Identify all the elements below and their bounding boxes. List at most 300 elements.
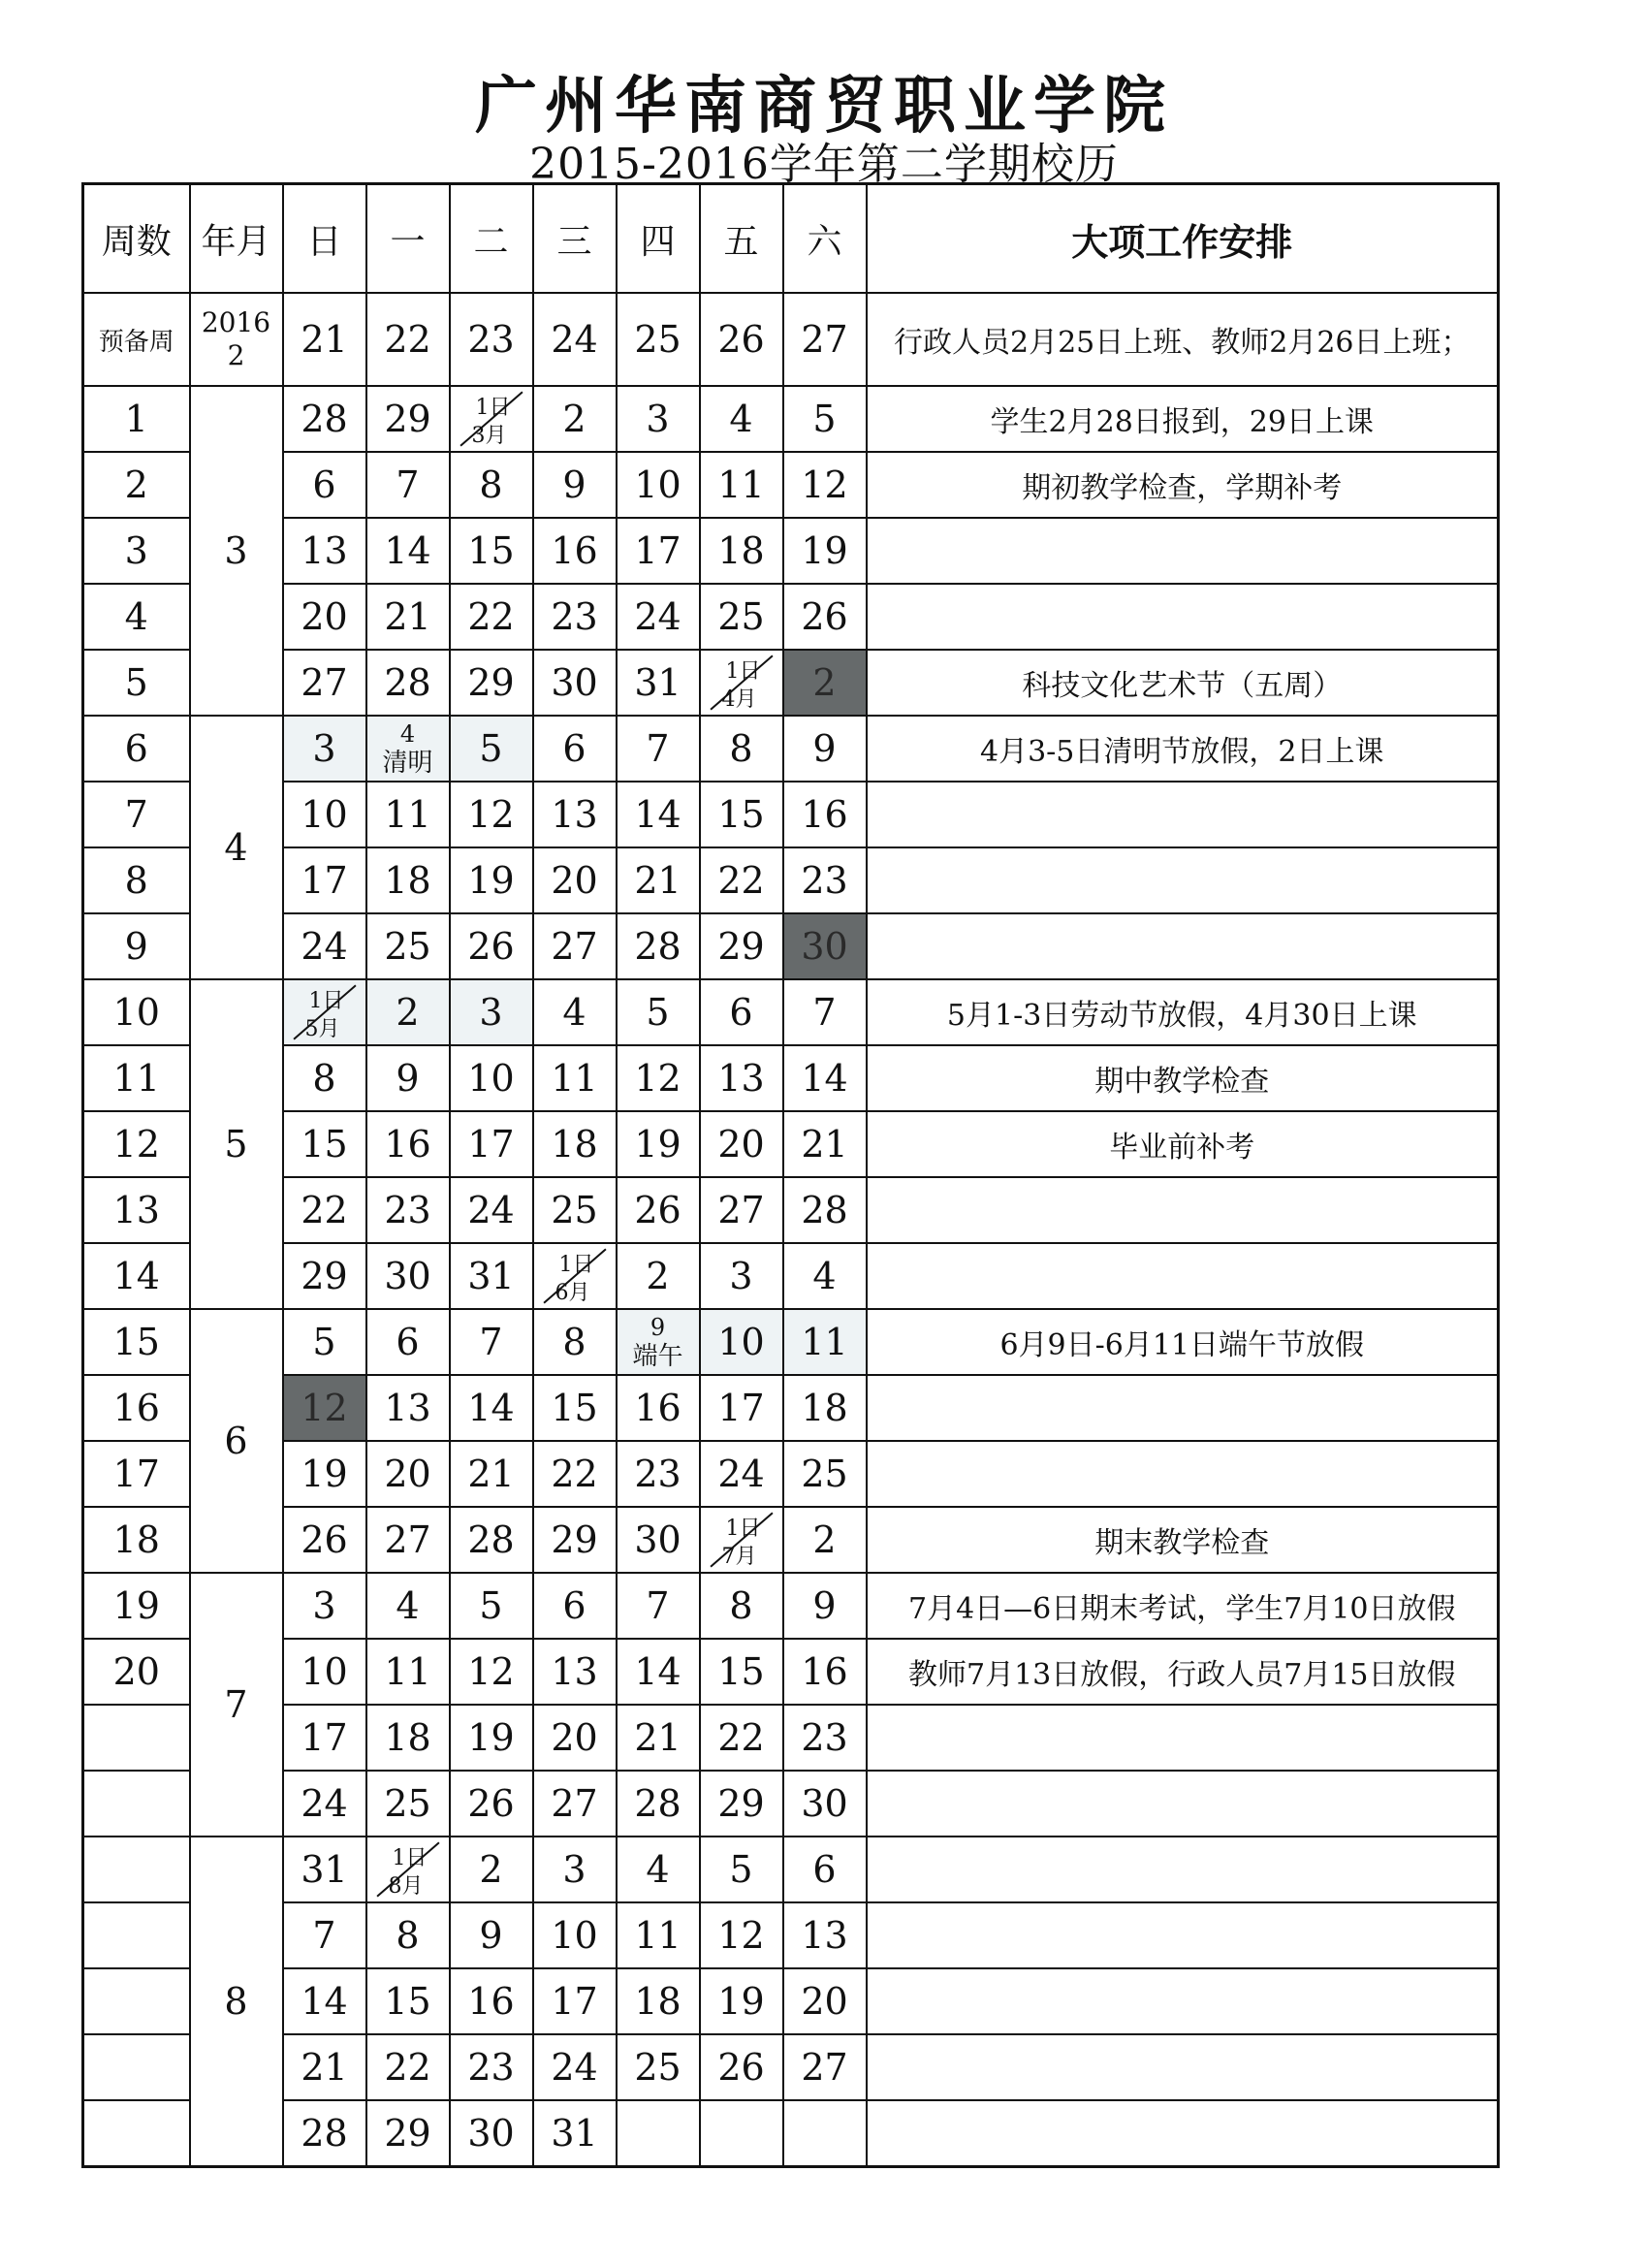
prep-year: 2016 <box>201 306 271 338</box>
day-cell: 11 <box>366 782 450 847</box>
day-cell <box>533 1243 617 1309</box>
work-note <box>867 913 1499 979</box>
day-cell: 16 <box>783 782 867 847</box>
day-cell: 11 <box>700 452 783 518</box>
day-cell: 3 <box>617 386 700 452</box>
day-cell: 3 <box>533 1837 617 1902</box>
split-day: 1日 <box>558 1253 594 1277</box>
day-cell: 7 <box>450 1309 533 1375</box>
day-cell: 26 <box>283 1507 366 1573</box>
split-month: 4月 <box>721 687 757 712</box>
day-cell: 23 <box>366 1177 450 1243</box>
day-cell: 17 <box>700 1375 783 1441</box>
day-cell: 9 <box>783 716 867 782</box>
col-header-mon: 一 <box>366 184 450 294</box>
week-number <box>83 1771 190 1837</box>
day-cell: 31 <box>533 2100 617 2167</box>
prep-month: 2 <box>227 339 245 371</box>
day-cell: 16 <box>366 1111 450 1177</box>
col-header-thu: 四 <box>617 184 700 294</box>
day-cell: 6 <box>533 1573 617 1639</box>
work-note <box>867 1705 1499 1771</box>
work-note <box>867 1771 1499 1837</box>
week-number: 13 <box>83 1177 190 1243</box>
day-cell: 29 <box>700 1771 783 1837</box>
day-cell <box>366 1837 450 1902</box>
week-row <box>83 518 1499 584</box>
split-day: 1日 <box>308 989 344 1013</box>
day-cell: 3 <box>450 979 533 1045</box>
week-row <box>83 584 1499 650</box>
work-note <box>867 1441 1499 1507</box>
work-note <box>867 2034 1499 2100</box>
work-note: 期初教学检查，学期补考 <box>867 452 1499 518</box>
day-cell: 26 <box>617 1177 700 1243</box>
day-cell: 4 <box>617 1837 700 1902</box>
day-cell: 23 <box>617 1441 700 1507</box>
work-note: 5月1-3日劳动节放假，4月30日上课 <box>867 979 1499 1045</box>
day-cell: 26 <box>700 2034 783 2100</box>
week-number: 18 <box>83 1507 190 1573</box>
day-cell: 23 <box>533 584 617 650</box>
day-cell: 24 <box>700 1441 783 1507</box>
day-cell: 27 <box>533 913 617 979</box>
day-cell: 11 <box>533 1045 617 1111</box>
day-cell: 3 <box>700 1243 783 1309</box>
col-header-fri: 五 <box>700 184 783 294</box>
day-cell: 12 <box>283 1375 366 1441</box>
day-cell <box>283 979 366 1045</box>
day-cell: 21 <box>366 584 450 650</box>
day-cell: 29 <box>283 1243 366 1309</box>
day-cell: 12 <box>450 782 533 847</box>
day-cell: 30 <box>533 650 617 716</box>
day-cell: 2 <box>783 1507 867 1573</box>
day-cell: 10 <box>533 1902 617 1968</box>
day-cell: 8 <box>700 716 783 782</box>
day-cell: 30 <box>366 1243 450 1309</box>
day-cell: 5 <box>783 386 867 452</box>
day-cell: 9 <box>366 1045 450 1111</box>
day-cell: 26 <box>783 584 867 650</box>
day-cell: 4 <box>700 386 783 452</box>
col-header-wed: 三 <box>533 184 617 294</box>
day-cell <box>783 2100 867 2167</box>
week-number: 11 <box>83 1045 190 1111</box>
prep-day: 22 <box>366 293 450 386</box>
day-cell: 14 <box>617 782 700 847</box>
day-cell: 7 <box>617 1573 700 1639</box>
week-number <box>83 1705 190 1771</box>
day-cell: 6 <box>783 1837 867 1902</box>
day-cell: 19 <box>283 1441 366 1507</box>
day-cell: 30 <box>783 1771 867 1837</box>
day-cell: 26 <box>450 1771 533 1837</box>
page-subtitle: 2015-2016学年第二学期校历 <box>529 140 1119 189</box>
col-header-week: 周数 <box>83 184 190 294</box>
day-cell: 24 <box>533 2034 617 2100</box>
day-cell: 22 <box>450 584 533 650</box>
month-label: 5 <box>190 979 283 1309</box>
week-row <box>83 1968 1499 2034</box>
day-cell: 6 <box>283 452 366 518</box>
day-cell: 19 <box>617 1111 700 1177</box>
day-cell: 31 <box>450 1243 533 1309</box>
prep-day: 26 <box>700 293 783 386</box>
day-cell: 7 <box>617 716 700 782</box>
work-note: 科技文化艺术节（五周） <box>867 650 1499 716</box>
day-cell: 24 <box>450 1177 533 1243</box>
work-note <box>867 782 1499 847</box>
month-start-marker <box>701 1508 782 1572</box>
day-cell: 16 <box>783 1639 867 1705</box>
prep-day: 21 <box>283 293 366 386</box>
week-number <box>83 2034 190 2100</box>
day-cell: 25 <box>700 584 783 650</box>
prep-day: 24 <box>533 293 617 386</box>
day-cell: 6 <box>700 979 783 1045</box>
day-cell: 19 <box>450 1705 533 1771</box>
day-cell: 25 <box>783 1441 867 1507</box>
week-row <box>83 1705 1499 1771</box>
day-cell: 29 <box>533 1507 617 1573</box>
day-cell: 25 <box>617 2034 700 2100</box>
week-number: 4 <box>83 584 190 650</box>
week-number: 7 <box>83 782 190 847</box>
day-cell: 21 <box>617 1705 700 1771</box>
day-cell: 4 <box>366 1573 450 1639</box>
week-number: 16 <box>83 1375 190 1441</box>
col-header-work: 大项工作安排 <box>867 184 1499 294</box>
week-row <box>83 1309 1499 1375</box>
day-cell: 7 <box>283 1902 366 1968</box>
day-cell: 18 <box>533 1111 617 1177</box>
week-number: 1 <box>83 386 190 452</box>
day-cell: 10 <box>700 1309 783 1375</box>
day-cell: 10 <box>283 782 366 847</box>
day-cell: 17 <box>283 1705 366 1771</box>
day-cell <box>700 650 783 716</box>
day-cell: 28 <box>283 386 366 452</box>
day-cell: 16 <box>617 1375 700 1441</box>
week-number <box>83 1902 190 1968</box>
week-row <box>83 782 1499 847</box>
work-note: 4月3-5日清明节放假，2日上课 <box>867 716 1499 782</box>
day-cell: 10 <box>450 1045 533 1111</box>
week-number: 2 <box>83 452 190 518</box>
day-cell: 3 <box>283 716 366 782</box>
week-row <box>83 1375 1499 1441</box>
day-cell: 22 <box>283 1177 366 1243</box>
day-cell: 4 <box>533 979 617 1045</box>
day-cell: 16 <box>533 518 617 584</box>
day-cell: 5 <box>450 1573 533 1639</box>
day-cell: 13 <box>283 518 366 584</box>
week-number: 5 <box>83 650 190 716</box>
week-number: 17 <box>83 1441 190 1507</box>
day-cell: 15 <box>283 1111 366 1177</box>
work-note: 学生2月28日报到，29日上课 <box>867 386 1499 452</box>
week-row <box>83 1177 1499 1243</box>
week-row <box>83 1243 1499 1309</box>
day-cell: 21 <box>283 2034 366 2100</box>
week-row <box>83 1771 1499 1837</box>
day-cell: 26 <box>450 913 533 979</box>
day-cell: 21 <box>783 1111 867 1177</box>
day-cell: 4 <box>783 1243 867 1309</box>
day-cell: 31 <box>617 650 700 716</box>
day-cell: 29 <box>450 650 533 716</box>
week-number: 14 <box>83 1243 190 1309</box>
day-cell: 27 <box>283 650 366 716</box>
split-month: 3月 <box>471 424 507 448</box>
day-cell: 10 <box>617 452 700 518</box>
day-cell: 12 <box>783 452 867 518</box>
day-cell: 13 <box>700 1045 783 1111</box>
week-row <box>83 1902 1499 1968</box>
week-number: 19 <box>83 1573 190 1639</box>
day-cell: 29 <box>366 2100 450 2167</box>
day-cell: 22 <box>533 1441 617 1507</box>
day-cell: 30 <box>617 1507 700 1573</box>
day-cell: 8 <box>533 1309 617 1375</box>
split-day: 1日 <box>392 1846 428 1870</box>
week-row <box>83 1507 1499 1573</box>
day-cell: 18 <box>366 1705 450 1771</box>
day-cell <box>700 2100 783 2167</box>
work-note <box>867 1902 1499 1968</box>
prep-year-month <box>190 293 283 386</box>
day-cell: 6 <box>533 716 617 782</box>
day-cell: 9 <box>533 452 617 518</box>
week-number: 8 <box>83 847 190 913</box>
work-note <box>867 1837 1499 1902</box>
day-cell: 28 <box>366 650 450 716</box>
day-cell: 30 <box>450 2100 533 2167</box>
day-cell: 13 <box>366 1375 450 1441</box>
day-cell: 20 <box>783 1968 867 2034</box>
month-label: 8 <box>190 1837 283 2167</box>
day-cell: 24 <box>283 1771 366 1837</box>
month-label: 6 <box>190 1309 283 1573</box>
month-label: 3 <box>190 386 283 716</box>
week-row <box>83 2100 1499 2167</box>
day-cell: 12 <box>450 1639 533 1705</box>
week-row <box>83 1837 1499 1902</box>
work-note: 期中教学检查 <box>867 1045 1499 1111</box>
day-cell: 7 <box>783 979 867 1045</box>
week-number <box>83 1837 190 1902</box>
day-cell: 13 <box>783 1902 867 1968</box>
prep-week-label: 预备周 <box>83 293 190 386</box>
day-cell: 12 <box>617 1045 700 1111</box>
day-cell: 8 <box>450 452 533 518</box>
calendar-table <box>81 182 1500 2168</box>
week-number: 6 <box>83 716 190 782</box>
month-start-marker <box>451 387 532 451</box>
work-note: 期末教学检查 <box>867 1507 1499 1573</box>
day-cell: 15 <box>366 1968 450 2034</box>
day-cell: 11 <box>617 1902 700 1968</box>
day-cell: 11 <box>783 1309 867 1375</box>
month-label: 7 <box>190 1573 283 1837</box>
work-note <box>867 518 1499 584</box>
day-cell: 20 <box>533 847 617 913</box>
day-cell: 8 <box>283 1045 366 1111</box>
day-cell: 5 <box>700 1837 783 1902</box>
day-cell: 2 <box>450 1837 533 1902</box>
day-cell: 13 <box>533 782 617 847</box>
day-cell: 20 <box>283 584 366 650</box>
day-cell: 28 <box>283 2100 366 2167</box>
day-cell: 18 <box>617 1968 700 2034</box>
work-note <box>867 1968 1499 2034</box>
week-row <box>83 913 1499 979</box>
day-cell: 25 <box>366 1771 450 1837</box>
day-cell: 17 <box>533 1968 617 2034</box>
day-cell <box>366 716 450 782</box>
work-note: 毕业前补考 <box>867 1111 1499 1177</box>
col-header-yearmonth: 年月 <box>190 184 283 294</box>
holiday-day: 4 <box>399 720 416 748</box>
work-note <box>867 1177 1499 1243</box>
day-cell: 31 <box>283 1837 366 1902</box>
day-cell: 12 <box>700 1902 783 1968</box>
prep-day: 23 <box>450 293 533 386</box>
split-month: 6月 <box>555 1281 590 1305</box>
day-cell: 20 <box>700 1111 783 1177</box>
col-header-sun: 日 <box>283 184 366 294</box>
col-header-tue: 二 <box>450 184 533 294</box>
day-cell: 16 <box>450 1968 533 2034</box>
week-number: 3 <box>83 518 190 584</box>
work-note <box>867 584 1499 650</box>
day-cell: 8 <box>700 1573 783 1639</box>
work-note <box>867 2100 1499 2167</box>
day-cell: 5 <box>450 716 533 782</box>
split-month: 5月 <box>304 1017 340 1041</box>
day-cell: 30 <box>783 913 867 979</box>
day-cell: 13 <box>533 1639 617 1705</box>
day-cell: 22 <box>700 1705 783 1771</box>
day-cell: 14 <box>283 1968 366 2034</box>
week-number: 10 <box>83 979 190 1045</box>
day-cell: 21 <box>617 847 700 913</box>
prep-day: 27 <box>783 293 867 386</box>
week-number <box>83 1968 190 2034</box>
split-month: 7月 <box>721 1545 757 1569</box>
day-cell: 28 <box>617 913 700 979</box>
day-cell: 24 <box>283 913 366 979</box>
work-note <box>867 1243 1499 1309</box>
day-cell: 9 <box>783 1573 867 1639</box>
day-cell: 2 <box>617 1243 700 1309</box>
day-cell: 14 <box>617 1639 700 1705</box>
day-cell: 15 <box>700 782 783 847</box>
day-cell: 10 <box>283 1639 366 1705</box>
week-row <box>83 716 1499 782</box>
day-cell: 23 <box>450 2034 533 2100</box>
day-cell: 19 <box>783 518 867 584</box>
day-cell: 27 <box>783 2034 867 2100</box>
week-row <box>83 1441 1499 1507</box>
holiday-day: 9 <box>650 1314 666 1341</box>
day-cell: 25 <box>366 913 450 979</box>
day-cell: 14 <box>450 1375 533 1441</box>
week-row <box>83 386 1499 452</box>
col-header-sat: 六 <box>783 184 867 294</box>
day-cell: 29 <box>700 913 783 979</box>
day-cell: 29 <box>366 386 450 452</box>
day-cell: 17 <box>450 1111 533 1177</box>
day-cell: 28 <box>783 1177 867 1243</box>
week-row <box>83 847 1499 913</box>
day-cell: 11 <box>366 1639 450 1705</box>
day-cell: 17 <box>283 847 366 913</box>
holiday-name: 清明 <box>382 749 433 778</box>
day-cell: 20 <box>533 1705 617 1771</box>
week-number: 9 <box>83 913 190 979</box>
day-cell: 9 <box>450 1902 533 1968</box>
prep-work-note: 行政人员2月25日上班、教师2月26日上班； <box>867 293 1499 386</box>
day-cell: 27 <box>700 1177 783 1243</box>
month-label: 4 <box>190 716 283 979</box>
day-cell: 18 <box>783 1375 867 1441</box>
week-row <box>83 979 1499 1045</box>
day-cell: 7 <box>366 452 450 518</box>
day-cell: 8 <box>366 1902 450 1968</box>
day-cell: 2 <box>366 979 450 1045</box>
split-month: 8月 <box>388 1874 424 1899</box>
day-cell: 2 <box>783 650 867 716</box>
day-cell: 2 <box>533 386 617 452</box>
day-cell: 19 <box>450 847 533 913</box>
day-cell: 28 <box>617 1771 700 1837</box>
day-cell: 14 <box>783 1045 867 1111</box>
day-cell: 18 <box>366 847 450 913</box>
week-row <box>83 650 1499 716</box>
week-number <box>83 2100 190 2167</box>
day-cell: 18 <box>700 518 783 584</box>
work-note: 6月9日-6月11日端午节放假 <box>867 1309 1499 1375</box>
day-cell: 3 <box>283 1573 366 1639</box>
day-cell <box>450 386 533 452</box>
day-cell: 15 <box>450 518 533 584</box>
prep-day: 25 <box>617 293 700 386</box>
month-start-marker <box>284 980 365 1044</box>
month-start-marker <box>701 651 782 715</box>
day-cell: 22 <box>366 2034 450 2100</box>
day-cell: 17 <box>617 518 700 584</box>
week-row <box>83 1573 1499 1639</box>
day-cell <box>617 1309 700 1375</box>
week-number: 20 <box>83 1639 190 1705</box>
prep-week-row <box>83 293 1499 386</box>
day-cell: 6 <box>366 1309 450 1375</box>
split-day: 1日 <box>725 659 761 684</box>
month-start-marker <box>534 1244 616 1308</box>
split-day: 1日 <box>475 396 511 420</box>
work-note <box>867 847 1499 913</box>
week-row <box>83 1639 1499 1705</box>
week-row <box>83 2034 1499 2100</box>
work-note: 教师7月13日放假，行政人员7月15日放假 <box>867 1639 1499 1705</box>
holiday-marker <box>618 1313 699 1371</box>
day-cell: 23 <box>783 1705 867 1771</box>
page-title: 广州华南商贸职业学院 <box>475 71 1173 143</box>
day-cell: 21 <box>450 1441 533 1507</box>
day-cell: 19 <box>700 1968 783 2034</box>
